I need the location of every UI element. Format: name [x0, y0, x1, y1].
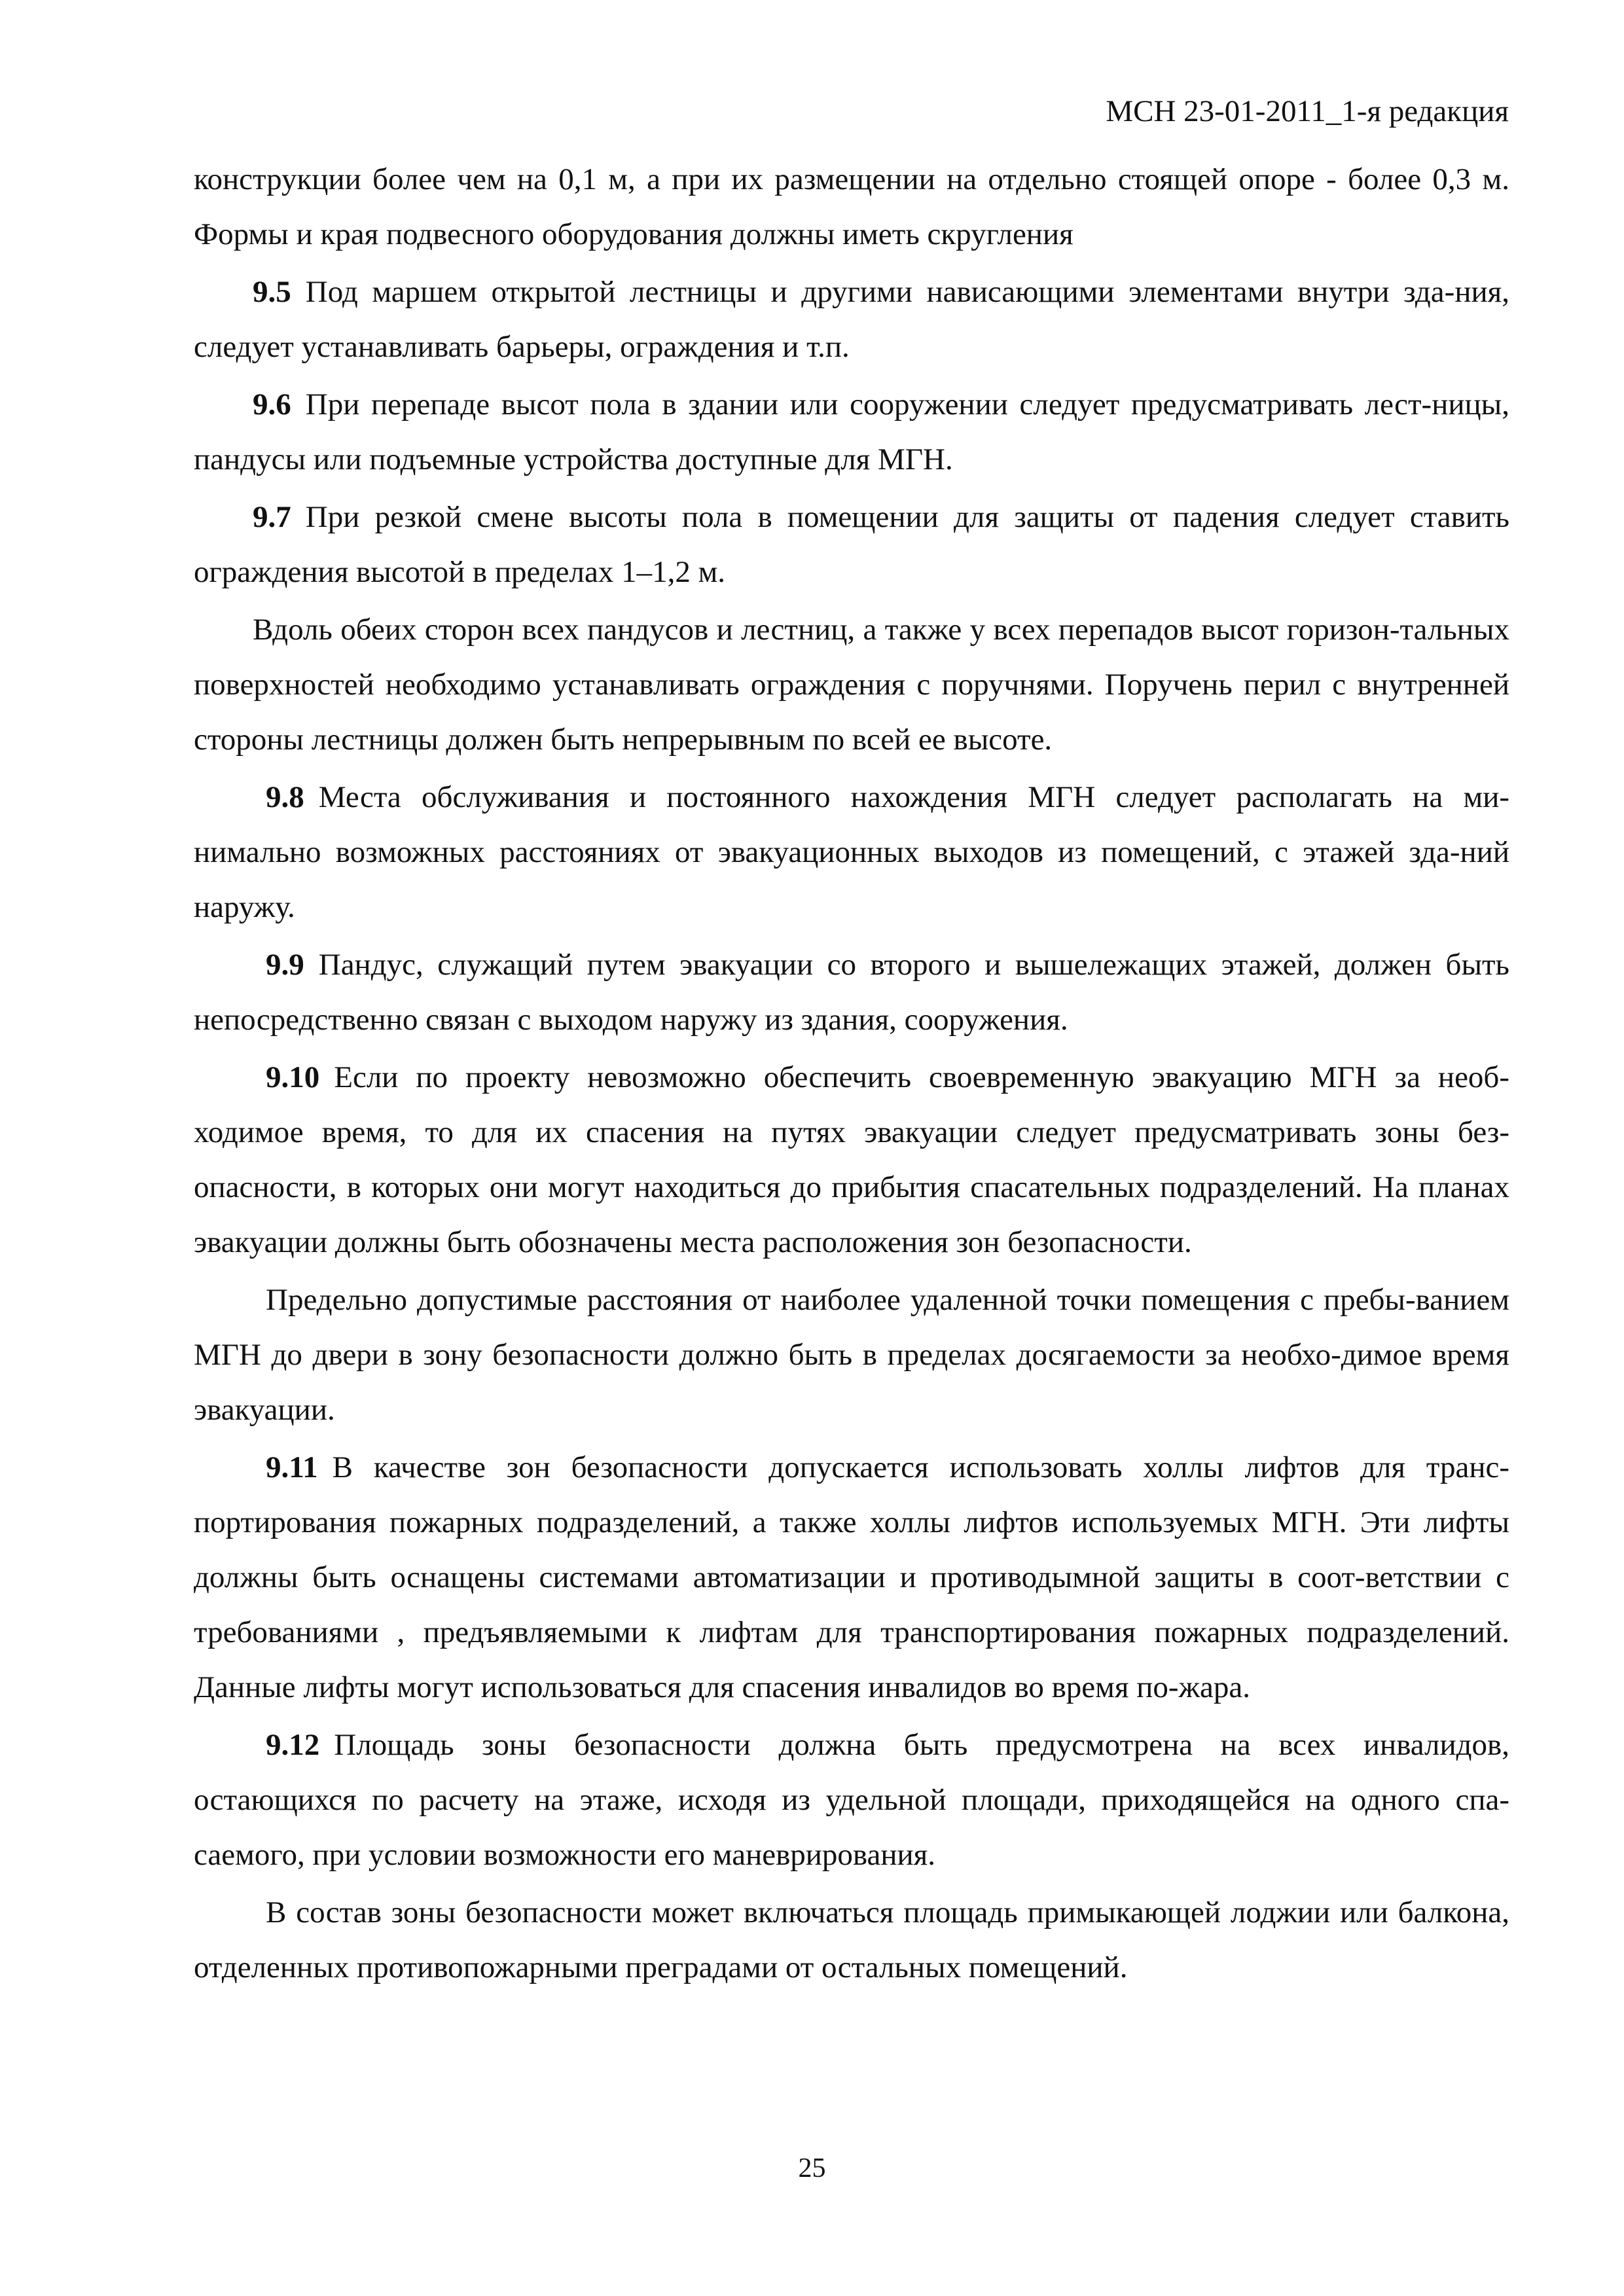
clause-9-12 [194, 1717, 1509, 1882]
clause-text: При резкой смене высоты пола в помещении для защиты от падения следует ставить ограждения высотой в пределах 1–1,2 м. [194, 500, 1509, 589]
paragraph-safety-zone-area [194, 1885, 1509, 1995]
clause-text: Места обслуживания и постоянного нахождения МГН следует располагать на ми-нимально возможных расстояниях от эвакуационных выходов из помещений, с этажей зда-ний наружу. [194, 780, 1509, 924]
paragraph-handrails [194, 602, 1509, 767]
paragraph-max-distance [194, 1272, 1509, 1437]
clause-text: Площадь зоны безопасности должна быть предусмотрена на всех инвалидов, остающихся по расчету на этаже, исходя из удельной площади, приходящейся на одного спа-саемого, при условии возможности его маневрирования. [194, 1728, 1509, 1872]
clause-number: 9.8 [266, 780, 304, 814]
paragraph-text: В состав зоны безопасности может включаться площадь примыкающей лоджии или балкона, отделенных противопожарными преградами от остальных помещений. [194, 1895, 1509, 1984]
paragraph-text: Вдоль обеих сторон всех пандусов и лестниц, а также у всех перепадов высот горизон-тальных поверхностей необходимо устанавливать ограждения с поручнями. Поручень перил с внутренней стороны лестницы должен быть непрерывным по всей ее высоте. [194, 613, 1509, 757]
clause-9-7 [194, 490, 1509, 600]
clause-number: 9.7 [253, 500, 291, 534]
clause-9-11 [194, 1440, 1509, 1715]
document-body [194, 152, 1509, 1998]
clause-text: Пандус, служащий путем эвакуации со второго и вышележащих этажей, должен быть непосредственно связан с выходом наружу из здания, сооружения. [194, 948, 1509, 1037]
clause-9-8 [194, 770, 1509, 935]
clause-number: 9.12 [266, 1728, 320, 1762]
clause-number: 9.6 [253, 387, 291, 422]
document-code-header: МСН 23-01-2011_1-я редакция [1106, 94, 1509, 128]
clause-number: 9.5 [253, 275, 291, 309]
clause-text: В качестве зон безопасности допускается использовать холлы лифтов для транс-портирования пожарных подразделений, а также холлы лифтов используемых МГН. Эти лифты должны быть оснащены системами автоматизации и противодымной защиты в соот-ветствии с требованиями , предъявляемыми к лифтам для транспортирования пожарных подразделений. Данные лифты могут использоваться для спасения инвалидов во время по-жара. [194, 1450, 1509, 1704]
clause-text: При перепаде высот пола в здании или сооружении следует предусматривать лест-ницы, пандусы или подъемные устройства доступные для МГН. [194, 387, 1509, 476]
clause-text: Если по проекту невозможно обеспечить своевременную эвакуацию МГН за необ-ходимое время, то для их спасения на путях эвакуации следует предусматривать зоны без-опасности, в которых они могут находиться до прибытия спасательных подразделений. На планах эвакуации должны быть обозначены места расположения зон безопасности. [194, 1060, 1509, 1259]
clause-number: 9.9 [266, 948, 304, 982]
clause-9-5 [194, 264, 1509, 374]
clause-9-9 [194, 937, 1509, 1047]
page-number: 25 [798, 2153, 826, 2183]
clause-9-6 [194, 377, 1509, 487]
clause-text: Под маршем открытой лестницы и другими нависающими элементами внутри зда-ния, следует устанавливать барьеры, ограждения и т.п. [194, 275, 1509, 364]
paragraph-text: Предельно допустимые расстояния от наиболее удаленной точки помещения с пребы-ванием МГН до двери в зону безопасности должно быть в пределах досягаемости за необхо-димое время эвакуации. [194, 1283, 1509, 1427]
clause-9-10 [194, 1050, 1509, 1270]
clause-number: 9.10 [266, 1060, 320, 1094]
paragraph-continuation [194, 152, 1509, 262]
clause-number: 9.11 [266, 1450, 318, 1484]
paragraph-text: конструкции более чем на 0,1 м, а при их размещении на отдельно стоящей опоре - более 0,3 м. Формы и края подвесного оборудования должны иметь скругления [194, 162, 1509, 251]
